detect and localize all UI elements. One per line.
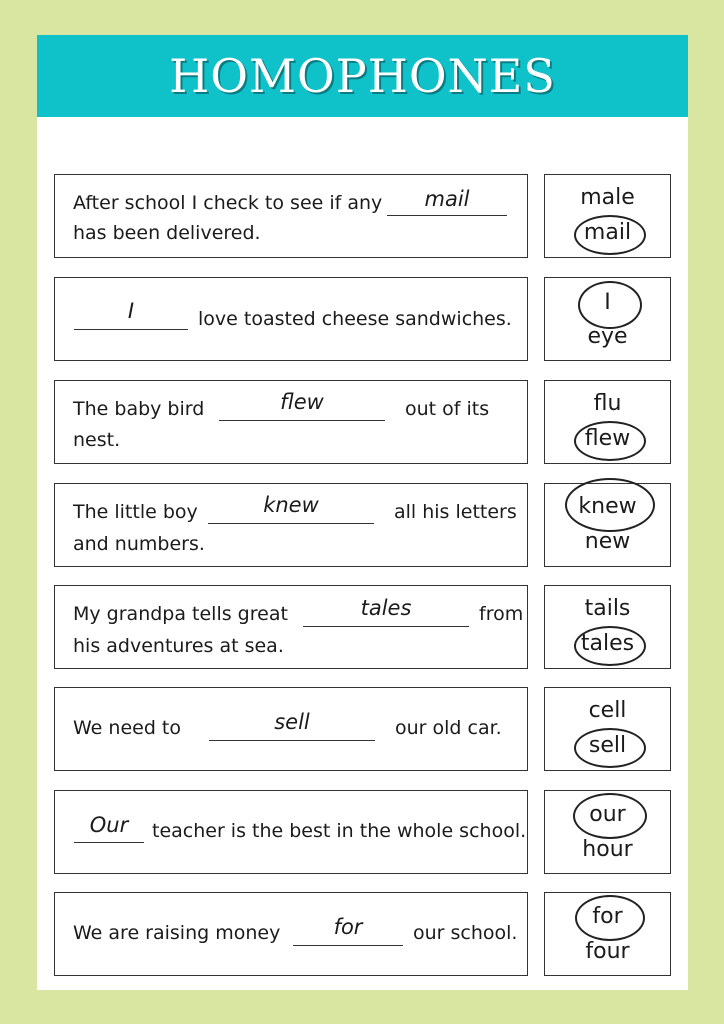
choice-word[interactable]: four: [585, 939, 630, 964]
choice-word[interactable]: eye: [587, 324, 628, 349]
choice-box: [544, 483, 671, 567]
sentence-text: The little boy: [73, 501, 198, 523]
title-banner: [37, 35, 688, 117]
choice-word[interactable]: for: [592, 904, 623, 929]
sentence-box: [54, 483, 528, 567]
answer-blank[interactable]: [219, 420, 385, 421]
handwritten-answer: I: [127, 299, 135, 323]
choice-box: [544, 585, 671, 669]
worksheet: [37, 35, 688, 990]
sentence-box: [54, 790, 528, 874]
sentence-text: My grandpa tells great: [73, 603, 288, 625]
choice-word[interactable]: knew: [578, 494, 637, 519]
sentence-text-after: our old car.: [395, 717, 502, 739]
sentence-text-after: all his letters: [394, 501, 517, 523]
sentence-text-line2: his adventures at sea.: [73, 635, 284, 657]
sentence-text-after: out of its: [405, 398, 490, 420]
exercise-row: [54, 585, 671, 671]
sentence-box: [54, 174, 528, 258]
answer-blank[interactable]: [293, 945, 403, 946]
sentence-text: love toasted cheese sandwiches.: [198, 308, 512, 330]
handwritten-answer: knew: [263, 493, 319, 517]
sentence-text-after: from: [479, 603, 524, 625]
choice-box: [544, 687, 671, 771]
sentence-box: [54, 277, 528, 361]
answer-blank[interactable]: [387, 215, 507, 216]
answer-blank[interactable]: [74, 842, 144, 843]
handwritten-answer: flew: [280, 390, 324, 414]
sentence-box: [54, 892, 528, 976]
choice-word[interactable]: male: [580, 185, 635, 210]
handwritten-answer: for: [333, 915, 363, 939]
exercise-row: [54, 687, 671, 773]
sentence-text: The baby bird: [73, 398, 205, 420]
choice-word[interactable]: flu: [593, 391, 622, 416]
handwritten-answer: Our: [89, 813, 129, 837]
choice-word[interactable]: our: [589, 802, 626, 827]
sentence-box: [54, 585, 528, 669]
choice-box: [544, 790, 671, 874]
exercise-row: [54, 790, 671, 876]
sentence-box: [54, 687, 528, 771]
choice-word[interactable]: flew: [584, 426, 631, 451]
exercise-row: [54, 380, 671, 466]
choice-box: [544, 174, 671, 258]
sentence-box: [54, 380, 528, 464]
handwritten-answer: sell: [274, 710, 310, 734]
sentence-text: We are raising money: [73, 922, 281, 944]
choice-box: [544, 277, 671, 361]
sentence-text-line2: has been delivered.: [73, 222, 261, 244]
choice-word[interactable]: new: [584, 529, 631, 554]
exercise-row: [54, 174, 671, 260]
sentence-text: After school I check to see if any: [73, 192, 383, 214]
answer-blank[interactable]: [208, 523, 374, 524]
sentence-text-line2: and numbers.: [73, 533, 205, 555]
choice-box: [544, 892, 671, 976]
sentence-text-line2: nest.: [73, 429, 121, 451]
answer-blank[interactable]: [74, 329, 188, 330]
choice-word[interactable]: I: [604, 290, 611, 315]
answer-blank[interactable]: [209, 740, 375, 741]
choice-word[interactable]: hour: [582, 837, 633, 862]
handwritten-answer: tales: [360, 596, 412, 620]
handwritten-answer: mail: [424, 187, 470, 211]
sentence-text: We need to: [73, 717, 181, 739]
sentence-text: teacher is the best in the whole school.: [152, 820, 527, 842]
choice-word[interactable]: tales: [580, 631, 635, 656]
answer-blank[interactable]: [303, 626, 469, 627]
choice-word[interactable]: cell: [588, 698, 627, 723]
exercise-row: [54, 483, 671, 569]
sentence-text-after: our school.: [413, 922, 518, 944]
exercise-row: [54, 277, 671, 363]
choice-word[interactable]: tails: [584, 596, 631, 621]
choice-word[interactable]: mail: [583, 220, 632, 245]
exercise-row: [54, 892, 671, 978]
choice-word[interactable]: sell: [588, 733, 627, 758]
choice-box: [544, 380, 671, 464]
page-title: HOMOPHONES: [169, 49, 556, 103]
